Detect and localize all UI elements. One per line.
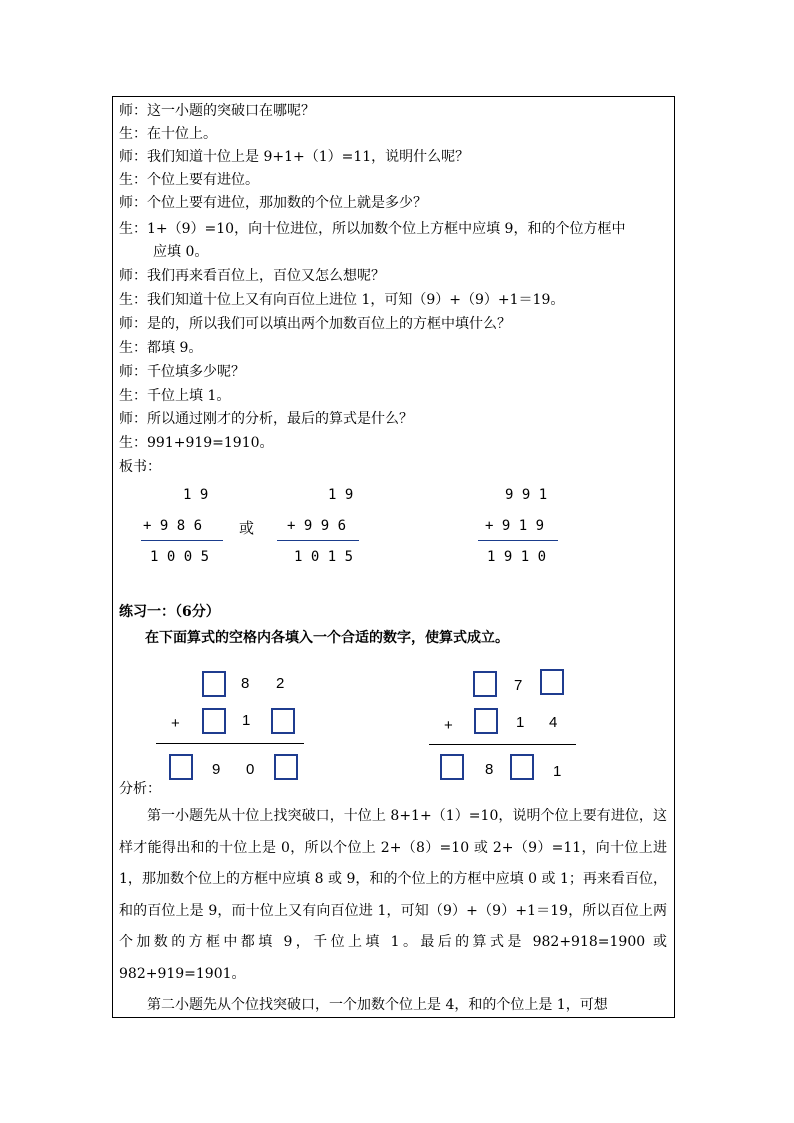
blank-box[interactable] [473,671,497,697]
dialogue-line: 生：在十位上。 [119,126,217,142]
calc-result: 1 9 1 0 [487,549,547,565]
dialogue-line: 生：991+919=1910。 [119,435,274,451]
digit: 8 [485,761,494,778]
exercise-instruction: 在下面算式的空格内各填入一个合适的数字，使算式成立。 [145,630,509,646]
blank-box[interactable] [440,754,464,780]
calc-top: 1 9 [328,487,354,503]
dialogue-line: 师：千位填多少呢？ [119,364,245,380]
calc-line [478,540,558,541]
calc-addend: + 9 9 6 [287,518,347,534]
calc-top: 9 9 1 [505,487,548,503]
blank-box[interactable] [274,754,298,780]
digit: 1 [242,712,251,729]
blank-box[interactable] [202,708,226,734]
dialogue-line: 师：这一小题的突破口在哪呢？ [119,103,315,119]
calc-addend: + 9 1 9 [485,518,545,534]
dialogue-line: 师：我们知道十位上是 9+1+（1）=11，说明什么呢？ [119,149,470,165]
dialogue-line: 生：都填 9。 [119,340,203,356]
analysis-label: 分析： [119,781,161,797]
blank-box[interactable] [510,754,534,780]
digit: 2 [276,675,285,692]
dialogue-line: 师：所以通过刚才的分析，最后的算式是什么？ [119,411,413,427]
digit: 0 [246,761,255,778]
sum-line [429,744,576,745]
dialogue-line: 生：个位上要有进位。 [119,172,259,188]
blank-box[interactable] [540,669,564,695]
blank-box[interactable] [271,708,295,734]
dialogue-line: 生：千位上填 1。 [119,388,231,404]
blank-box[interactable] [202,671,226,697]
dialogue-line: 生：我们知道十位上又有向百位上进位 1，可知（9）+（9）+1＝19。 [119,292,565,308]
analysis-text [119,801,667,1022]
blank-box[interactable] [169,754,193,780]
calc-addend: + 9 8 6 [143,518,203,534]
plus-sign: + [171,715,180,732]
dialogue-line: 师：是的，所以我们可以填出两个加数百位上的方框中填什么？ [119,316,511,332]
calc-result: 1 0 0 5 [150,549,210,565]
calc-top: 1 9 [183,487,209,503]
digit: 9 [212,761,221,778]
sum-line [156,743,304,744]
dialogue-line: 生：1+（9）=10，向十位进位，所以加数个位上方框中应填 9，和的个位方框中 [119,221,626,237]
digit: 1 [516,714,525,731]
digit: 7 [514,677,523,694]
calc-result: 1 0 1 5 [294,549,354,565]
dialogue-line: 师：个位上要有进位，那加数的个位上就是多少？ [119,195,427,211]
calc-line [141,540,223,541]
dialogue-line: 应填 0。 [153,244,209,260]
dialogue-line: 师：我们再来看百位上，百位又怎么想呢？ [119,268,385,284]
calc-line [277,540,359,541]
plus-sign: + [444,717,453,734]
digit: 8 [241,675,250,692]
digit: 1 [553,763,562,780]
content-frame [112,96,675,1018]
digit: 4 [549,714,558,731]
exercise-title: 练习一：（6分） [119,604,220,620]
board-label: 板书： [119,459,161,475]
analysis-paragraph: 第二小题先从个位找突破口，一个加数个位上是 4，和的个位上是 1，可想 [147,997,608,1013]
or-label: 或 [239,519,255,537]
analysis-paragraph: 第一小题先从十位上找突破口，十位上 8+1+（1）=10，说明个位上要有进位，这样才能得出和的十位上是 0，所以个位上 2+（8）=10 或 2+（9）=11，向十位上进 1，那加数个位上的方框中应填 8 或 9，和的个位上的方框中应填 0 或 1；再来看百位，和的百位上是 9，而十位上又有向百位进 1，可知（9）+（9）+1＝19，所以百位上两个加数的方框中都填 9，千位上填 1。最后的算式是 982+918=1900 或 982+919=1901。 [119,808,667,982]
blank-box[interactable] [474,708,498,734]
